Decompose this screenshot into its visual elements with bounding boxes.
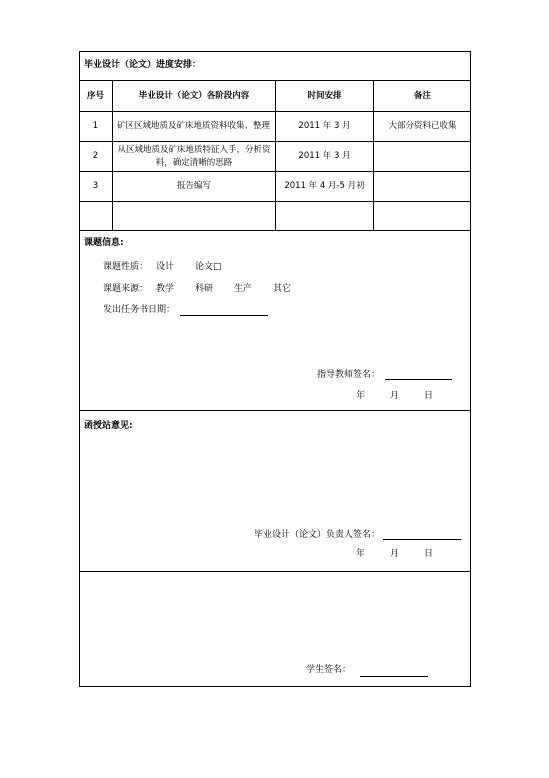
row2-note [374,142,471,171]
header-content: 毕业设计（论文）各阶段内容 [138,90,250,101]
topic-source-teaching[interactable]: 教学 [156,284,175,294]
topic-title: 课题信息: [84,238,124,248]
opinion-sign-field[interactable] [383,539,461,540]
advisor-sign-field[interactable] [385,379,452,380]
opinion-date-year: 年 [356,549,366,559]
row2-no: 2 [92,151,99,161]
topic-source-production[interactable]: 生产 [234,284,253,294]
header-time: 时间安排 [307,90,342,101]
row3-no: 3 [92,181,99,191]
topic-nature-design[interactable]: 设计 [156,262,175,272]
row1-note: 大部分资料已收集 [388,121,457,131]
opinion-date-day: 日 [424,549,434,559]
advisor-date-year: 年 [356,391,366,401]
topic-source-other[interactable]: 其它 [273,284,292,294]
row3-note [374,172,471,201]
header-no: 序号 [86,90,104,101]
student-sign-label: 学生签名： [306,665,352,675]
task-date-field[interactable] [180,315,268,316]
student-sign-field[interactable] [360,676,428,677]
topic-nature-thesis[interactable]: 论文□ [195,262,222,272]
progress-title: 毕业设计（论文）进度安排： [84,60,202,70]
row1-no: 1 [92,121,99,131]
opinion-date-month: 月 [390,549,400,559]
opinion-sign-label: 毕业设计（论文）负责人签名： [254,530,381,540]
row2-content: 从区域地质及矿床地质特征入手，分析资料，确定清晰的思路 [117,144,271,168]
advisor-date-day: 日 [424,391,434,401]
row3-content: 报告编写 [176,181,211,191]
section-divider-2 [79,571,471,572]
table-bottom-line [79,230,471,231]
row1-time: 2011 年 3 月 [298,121,351,131]
topic-source-label: 课题来源： [103,284,149,294]
task-date-label: 发出任务书日期： [103,305,176,315]
row2-time: 2011 年 3 月 [298,151,351,161]
advisor-date-month: 月 [390,391,400,401]
row1-content: 矿区区域地质及矿床地质资料收集、整理 [117,121,271,131]
topic-source-research[interactable]: 科研 [195,284,214,294]
opinion-title: 函授站意见: [84,421,133,431]
advisor-sign-label: 指导教师签名： [317,370,381,380]
section-divider-1 [79,410,471,411]
row3-time: 2011 年 4 月-5 月初 [284,181,365,191]
topic-nature-label: 课题性质： [103,262,149,272]
header-note: 备注 [413,90,431,101]
